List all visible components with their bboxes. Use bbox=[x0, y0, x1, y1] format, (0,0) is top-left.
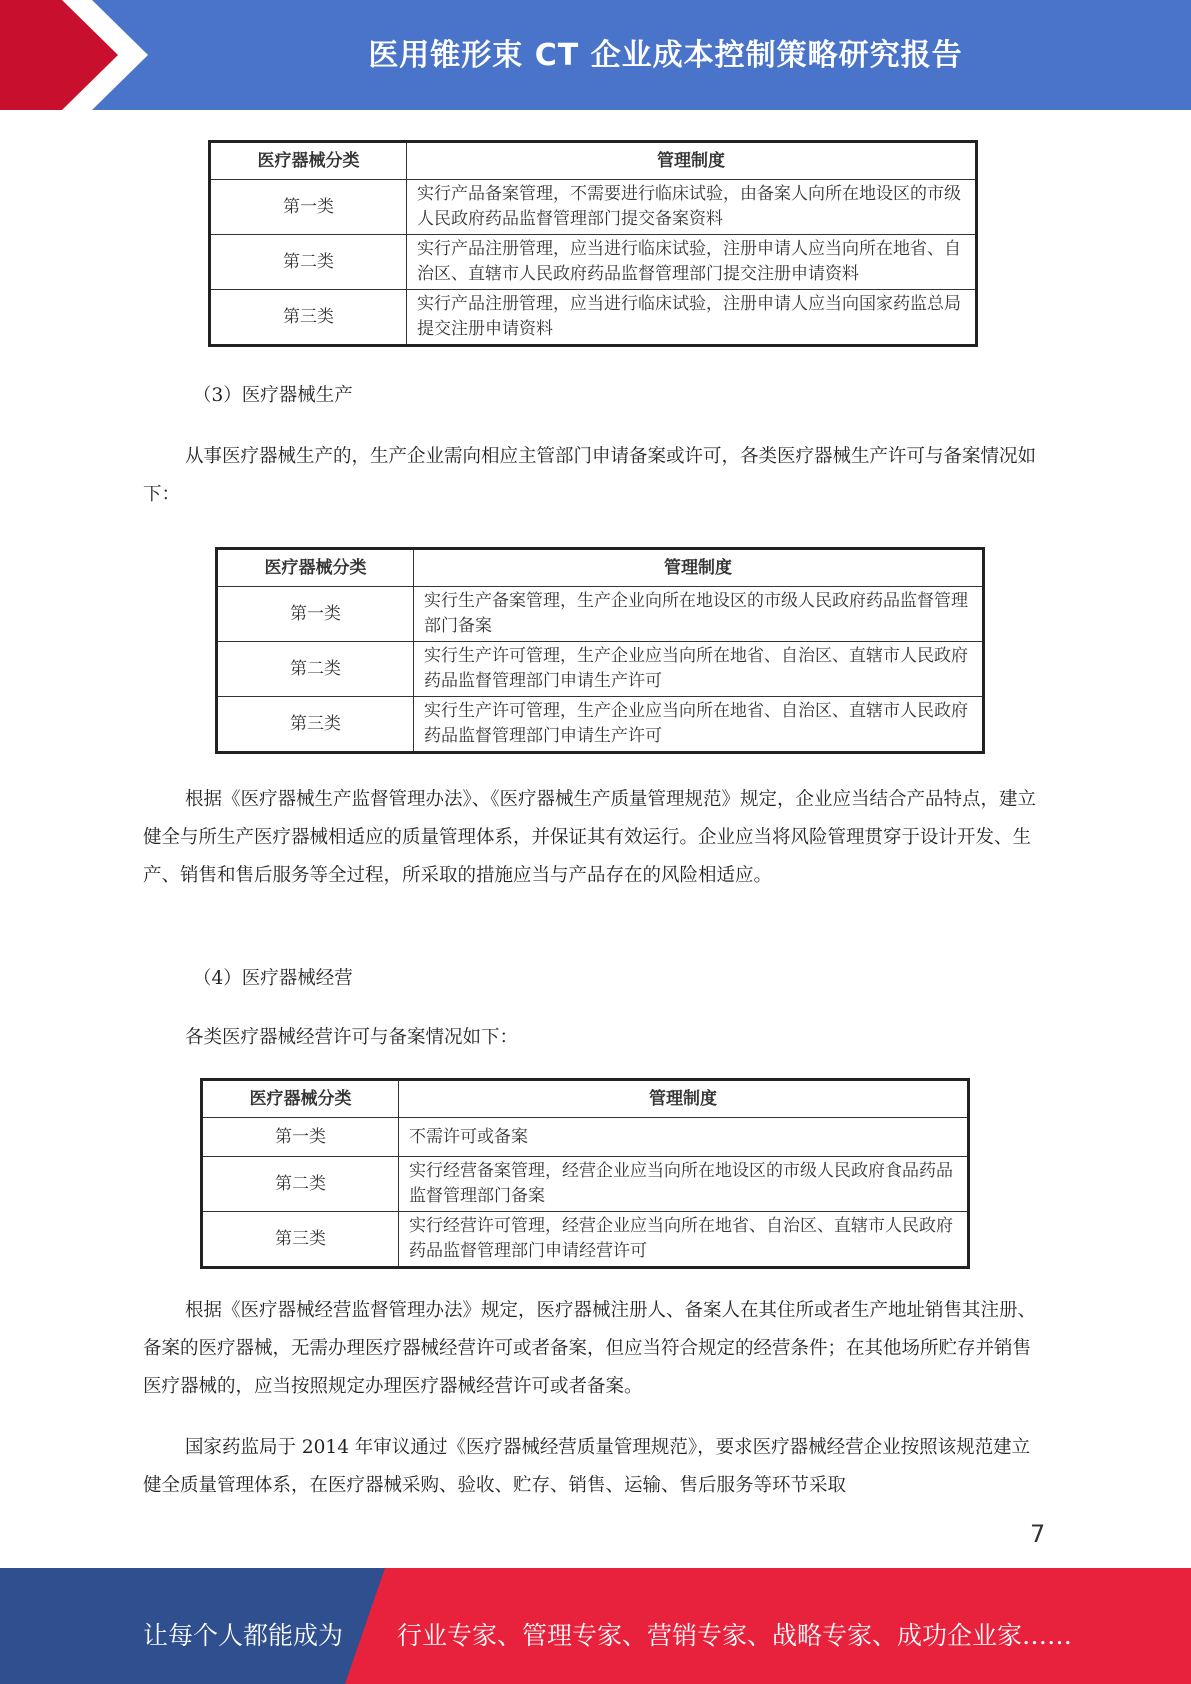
category-cell: 第二类 bbox=[217, 642, 414, 697]
quality-regulation-paragraph: 国家药监局于 2014 年审议通过《医疗器械经营质量管理规范》，要求医疗器械经营企业按照该规范建立健全质量管理体系，在医疗器械采购、验收、贮存、销售、运输、售后服务等环节采取 bbox=[143, 1437, 1031, 1496]
page-number: 7 bbox=[1030, 1520, 1046, 1548]
table-header-row bbox=[210, 142, 977, 180]
category-cell: 第一类 bbox=[210, 180, 407, 235]
production-license-table bbox=[215, 547, 985, 754]
footer-slogan-right: 行业专家、管理专家、营销专家、战略专家、成功企业家…… bbox=[397, 1621, 1073, 1650]
table-row bbox=[217, 642, 984, 697]
system-cell: 实行产品备案管理，不需要进行临床试验，由备案人向所在地设区的市级人民政府药品监督管理部门提交备案资料 bbox=[407, 180, 977, 235]
table-row bbox=[210, 235, 977, 290]
table-row bbox=[217, 587, 984, 642]
table-row bbox=[210, 180, 977, 235]
column-header-category: 医疗器械分类 bbox=[210, 142, 407, 180]
report-title: 医用锥形束 CT 企业成本控制策略研究报告 bbox=[368, 38, 963, 73]
system-cell: 实行产品注册管理，应当进行临床试验，注册申请人应当向所在地省、自治区、直辖市人民政府药品监督管理部门提交注册申请资料 bbox=[407, 235, 977, 290]
category-cell: 第三类 bbox=[217, 697, 414, 753]
table-row bbox=[202, 1118, 969, 1157]
section-4-intro: 各类医疗器械经营许可与备案情况如下： bbox=[185, 1027, 519, 1048]
footer-slogan-left: 让每个人都能成为 bbox=[143, 1621, 344, 1650]
header-arrow-icon bbox=[0, 0, 160, 110]
system-cell: 实行生产许可管理，生产企业应当向所在地省、自治区、直辖市人民政府药品监督管理部门申请生产许可 bbox=[414, 697, 984, 753]
operation-license-table bbox=[200, 1078, 970, 1269]
system-cell: 实行生产许可管理，生产企业应当向所在地省、自治区、直辖市人民政府药品监督管理部门申请生产许可 bbox=[414, 642, 984, 697]
system-cell: 实行经营许可管理，经营企业应当向所在地省、自治区、直辖市人民政府药品监督管理部门申请经营许可 bbox=[399, 1212, 969, 1268]
section-3-intro: 从事医疗器械生产的，生产企业需向相应主管部门申请备案或许可，各类医疗器械生产许可与备案情况如下： bbox=[143, 446, 1037, 505]
table-header-row bbox=[217, 549, 984, 587]
table-row bbox=[202, 1157, 969, 1212]
category-cell: 第三类 bbox=[210, 290, 407, 346]
category-cell: 第一类 bbox=[202, 1118, 399, 1157]
product-registration-table bbox=[208, 140, 978, 347]
section-3-heading: （3）医疗器械生产 bbox=[193, 385, 353, 406]
category-cell: 第二类 bbox=[210, 235, 407, 290]
column-header-category: 医疗器械分类 bbox=[202, 1080, 399, 1118]
system-cell: 实行生产备案管理，生产企业向所在地设区的市级人民政府药品监督管理部门备案 bbox=[414, 587, 984, 642]
column-header-category: 医疗器械分类 bbox=[217, 549, 414, 587]
system-cell: 实行产品注册管理，应当进行临床试验，注册申请人应当向国家药监总局提交注册申请资料 bbox=[407, 290, 977, 346]
production-regulation-paragraph: 根据《医疗器械生产监督管理办法》、《医疗器械生产质量管理规范》规定，企业应当结合产品特点，建立健全与所生产医疗器械相适应的质量管理体系，并保证其有效运行。企业应当将风险管理贯穿于设计开发、生产、销售和售后服务等全过程，所采取的措施应当与产品存在的风险相适应。 bbox=[143, 789, 1037, 886]
category-cell: 第二类 bbox=[202, 1157, 399, 1212]
column-header-system: 管理制度 bbox=[399, 1080, 969, 1118]
table-header-row bbox=[202, 1080, 969, 1118]
system-cell: 实行经营备案管理，经营企业应当向所在地设区的市级人民政府食品药品监督管理部门备案 bbox=[399, 1157, 969, 1212]
column-header-system: 管理制度 bbox=[414, 549, 984, 587]
category-cell: 第三类 bbox=[202, 1212, 399, 1268]
table-row bbox=[202, 1212, 969, 1268]
system-cell: 不需许可或备案 bbox=[399, 1118, 969, 1157]
category-cell: 第一类 bbox=[217, 587, 414, 642]
section-4-heading: （4）医疗器械经营 bbox=[193, 968, 353, 989]
table-row bbox=[217, 697, 984, 753]
page-header bbox=[0, 0, 1191, 110]
table-row bbox=[210, 290, 977, 346]
column-header-system: 管理制度 bbox=[407, 142, 977, 180]
operation-regulation-paragraph: 根据《医疗器械经营监督管理办法》规定，医疗器械注册人、备案人在其住所或者生产地址销售其注册、备案的医疗器械，无需办理医疗器械经营许可或者备案，但应当符合规定的经营条件；在其他场所贮存并销售医疗器械的，应当按照规定办理医疗器械经营许可或者备案。 bbox=[143, 1300, 1037, 1397]
page-footer bbox=[0, 1568, 1191, 1684]
